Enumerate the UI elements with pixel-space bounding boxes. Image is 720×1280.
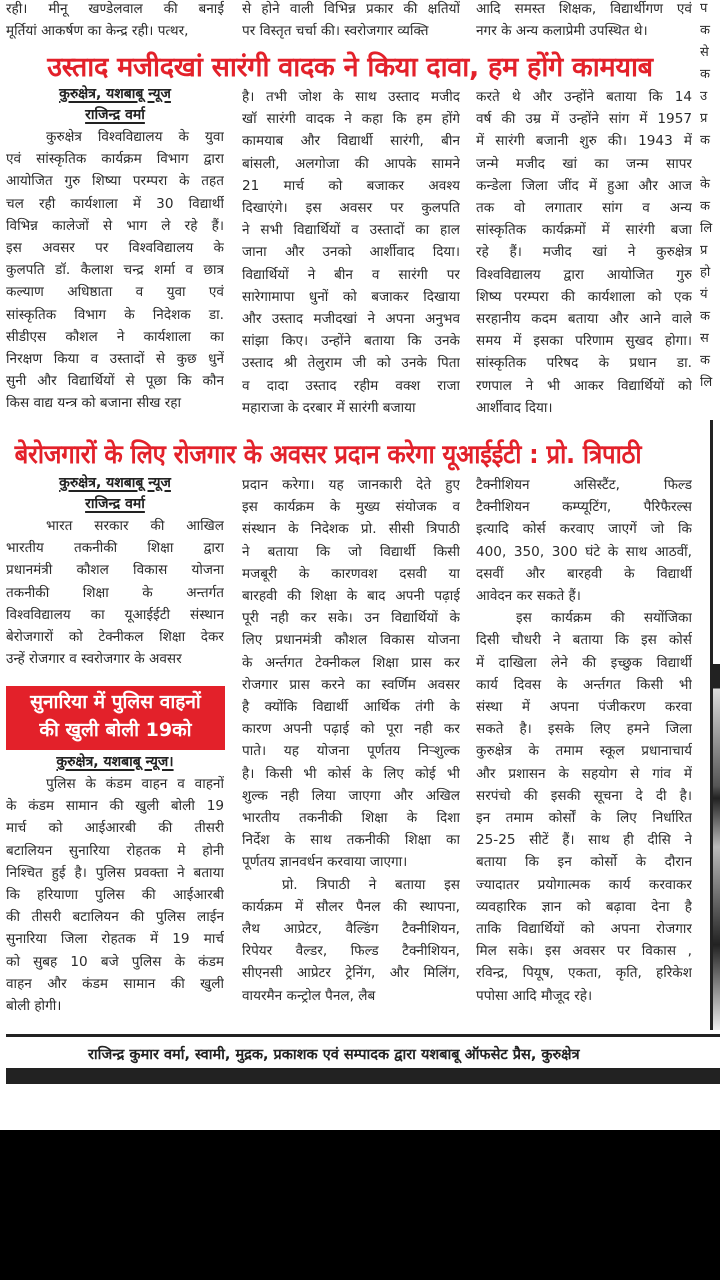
text-line: बांसली, अलगोजा की आपके सामने	[242, 155, 460, 172]
text-line: वायरमैन कन्ट्रोल पैनल, लैब	[242, 987, 376, 1004]
footer-imprint: राजिन्द्र कुमार वर्मा, स्वामी, मुद्रक, प्रकाशक एवं सम्पादक द्वारा यशबाबू ऑफसेट प्रैस, कुरुक्षेत्र	[88, 1047, 580, 1063]
text-line: सांस्कृतिक विभाग के निदेशक डा.	[6, 306, 224, 323]
text-line: आर्शीवाद दिया।	[476, 399, 553, 416]
edge-photo-fragment	[710, 420, 720, 1030]
text-line: आवेदन कर सकते हैं।	[476, 588, 581, 605]
text-line: चल रही कार्यशाला में 30 विद्यार्थी	[6, 195, 224, 212]
text-line: कार्य दिवस के अर्न्तगत किसी भी	[476, 676, 692, 693]
text-line: और प्रशासन के सहयोग से गांव में	[476, 765, 692, 782]
footer-black-band	[6, 1068, 720, 1084]
text-line: टैक्नीशियन असिस्टैंट, फिल्ड	[476, 477, 692, 493]
text-line: शुल्क नही लिया जाएगा और अखिल	[242, 787, 460, 804]
text-line: कुरुक्षेत्र के तमाम स्कूल प्रधानाचार्य	[476, 743, 692, 760]
text-line: महाराजा के दरबार में सारंगी बजाया	[242, 399, 416, 416]
text-line: जाना और उनको आर्शीवाद दिया।	[242, 244, 460, 261]
text-line: सरपंचो की इसकी सूचना दे दी है।	[476, 787, 692, 804]
text-line: बटालियन सुनारिया रोहतक मे होनी	[6, 842, 224, 859]
text-line: 400, 350, 300 घंटे के साथ आठवीं,	[476, 543, 692, 560]
text-line: नगर के अन्य कलाप्रेमी उपस्थित थे।	[476, 23, 648, 40]
article3-dateline: कुरुक्षेत्र, यशबाबू न्यूज।	[56, 754, 174, 770]
footer-top-rule	[6, 1034, 720, 1037]
text-line: है। किसी भी कोर्स के लिए कोई भी	[242, 765, 460, 782]
text-line: एवं सांस्कृतिक कार्यक्रम विभाग द्वारा	[6, 151, 224, 168]
text-line: सीडीएस कौशल ने कार्यशाला का	[6, 328, 224, 345]
text-line: है। तभी जोश के साथ उस्ताद मजीद	[242, 89, 460, 105]
text-line: भारत सरकार की आखिल	[46, 518, 224, 534]
text-line: सांस्कृतिक परिषद के प्रधान डा.	[476, 355, 692, 372]
text-line: निर्देश के साथ तकनीकी शिक्षा का	[242, 832, 460, 849]
text-line: वर्ष की उम्र में उन्होंने सांग में 1957	[476, 111, 692, 128]
text-line: की तीसरी बटालियन की पुलिस लाईन	[6, 909, 224, 926]
article1-column-2	[242, 86, 460, 419]
text-line: वाहन और कंडम सामान की खुली	[6, 975, 224, 992]
top-fragment-col3	[476, 0, 692, 42]
text-line	[700, 152, 720, 174]
text-line: आयोजित गुरु शिष्या परम्परा के तहत	[6, 173, 224, 190]
text-line: मजबूरी के कारणवश दसवी या	[242, 565, 460, 582]
text-line: ने बताया कि जो विद्यार्थी किसी	[242, 543, 460, 560]
text-line: विश्वविद्यालय द्वारा आयोजित गुरु	[476, 266, 692, 283]
text-line: लि	[700, 221, 713, 236]
text-line: बारहवी की शिक्षा के बाद अपनी पढ़ाई	[242, 588, 460, 605]
text-line: ज्यादातर प्रयोगात्मक कार्य करवाकर	[476, 876, 692, 893]
text-line: इन तमाम कोर्सों के लिए निर्धारित	[476, 810, 692, 827]
text-line: यं	[700, 287, 708, 302]
text-line: लैथ आप्रेटर, वैल्डिंग टैक्नीशियन,	[242, 921, 460, 938]
text-line: प	[700, 1, 708, 16]
text-line: उ	[700, 89, 708, 104]
text-line: दिसी चौधरी ने बताया कि इस कोर्स	[476, 632, 692, 649]
text-line: कल्याण अधिष्ठाता व युवा एवं	[6, 284, 224, 301]
article2-byline: राजिन्द्र वर्मा	[85, 496, 145, 512]
text-line: पूर्णतय ज्ञानवर्धन करवाया जाएगा।	[242, 854, 408, 871]
text-line: ताकि विद्यार्थियों को अपना रोजगार	[476, 921, 692, 938]
text-line: सकते है। इसके लिए हमने जिला	[476, 721, 692, 738]
text-line: पुलिस के कंडम वाहन व वाहनों	[46, 776, 224, 792]
article1-dateline: कुरुक्षेत्र, यशबाबू न्यूज	[59, 86, 171, 102]
text-line: लि	[700, 375, 713, 390]
article1-column-3	[476, 86, 692, 419]
text-line: से होने वाली विभिन्न प्रकार की क्षतियों	[242, 1, 460, 17]
text-line: रही। मीनू खण्डेलवाल की बनाई	[6, 1, 224, 17]
text-line: शिष्य परम्परा की कार्यशाला को एक	[476, 288, 692, 305]
text-line: तकनीकी शिक्षा के अन्तर्गत	[6, 584, 224, 601]
edge-column-fragment	[700, 0, 720, 394]
text-line: प्रधानमंत्री कौशल विकास योजना	[6, 562, 224, 579]
text-line: प्र	[700, 111, 708, 126]
text-line: दिखाएंगे। इस अवसर पर कुलपति	[242, 200, 460, 217]
text-line: रहे हैं। मजीद खां ने कुरुक्षेत्र	[476, 244, 692, 261]
text-line: मूर्तियां आकर्षण का केन्द्र रही। पत्थर,	[6, 23, 189, 40]
article1-byline: राजिन्द्र वर्मा	[85, 107, 145, 123]
text-line: इस कार्यक्रम के मुख्य संयोजक व	[242, 499, 460, 516]
text-line: के कंडम सामान की खुली बोली 19	[6, 798, 224, 815]
text-line: हो	[700, 265, 711, 280]
text-line: टैक्नीशियन कम्प्यूटिंग, पैरिफैरल्स	[476, 499, 692, 516]
text-line: बोली होगी।	[6, 998, 62, 1015]
text-line: बेरोजगारों को टेक्नीकल शिक्षा देकर	[6, 629, 224, 646]
text-line: मार्च को आईआरबी की तीसरी	[6, 820, 224, 837]
text-line: आदि समस्त शिक्षक, विद्यार्थीगण एवं	[476, 1, 692, 17]
text-line: कारण अपनी पढ़ाई को पूरा नही कर	[242, 721, 460, 738]
text-line: कामयाब और विद्यार्थी सारंगी, बीन	[242, 133, 460, 150]
text-line: सारेगामापा धुनों को बजाकर दिखाया	[242, 288, 460, 305]
article3-headline-line-2: की खुली बोली 19को	[39, 719, 192, 741]
text-line: को सुबह 10 बजे पुलिस के कंडम	[6, 953, 224, 970]
text-line: पपोसा आदि मौजूद रहे।	[476, 987, 593, 1004]
text-line: भारतीय तकनीकी शिक्षा द्वारा	[6, 540, 224, 557]
text-line: संस्थान के निदेशक प्रो. सीसी त्रिपाठी	[242, 521, 460, 538]
article2-column-3	[476, 474, 692, 1007]
text-line: पाते। यह योजना पूर्णतय निऱ्शुल्क	[242, 743, 460, 760]
page-bottom-edge	[0, 1130, 720, 1150]
text-line: प्रदान करेगा। यह जानकारी देते हुए	[242, 477, 460, 493]
text-line: व दादा उस्ताद रहीम वक्श राजा	[242, 377, 460, 394]
text-line: बताया कि इन कोर्सो के दौरान	[476, 854, 692, 871]
article2-column-2	[242, 474, 460, 1007]
text-line: क	[700, 133, 710, 148]
text-line: संस्था में अपना पंजीकरण करवा	[476, 699, 692, 716]
text-line: प्र	[700, 243, 708, 258]
top-fragment-col1	[6, 0, 224, 42]
text-line: में दाखिला लेने की इच्छुक विद्यार्थी	[476, 654, 692, 671]
text-line: कुलपति डॉ. कैलाश चन्द्र शर्मा व छात्र	[6, 262, 224, 279]
text-line: विद्यार्थियों ने बीन व सारंगी पर	[242, 266, 460, 283]
text-line: प्रो. त्रिपाठी ने बताया इस	[282, 876, 460, 893]
text-line: कार्यक्रम में सौलर पैनल की स्थापना,	[242, 898, 460, 915]
text-line: उस्ताद श्री तेलुराम जी को उनके पिता	[242, 355, 460, 372]
text-line: स	[700, 331, 709, 346]
text-line: क	[700, 309, 710, 324]
text-line: रणपाल ने भी आकर विद्यार्थियों को	[476, 377, 692, 394]
text-line: कि हरियाणा पुलिस की आईआरबी	[6, 887, 224, 904]
text-line: के अर्न्तगत टेक्नीकल शिक्षा प्रास कर	[242, 654, 460, 671]
text-line: विभिन्न कालेजों से भाग ले रहे हैं।	[6, 217, 224, 234]
text-line: खॉ सारंगी वादक ने कहा कि हम होंगे	[242, 111, 460, 128]
text-line: क	[700, 67, 710, 82]
text-line: सरहानीय कदम बताया और आने वाले	[476, 311, 692, 328]
text-line: के	[700, 177, 710, 192]
text-line: व्यवहारिक ज्ञान को बढ़ावा देना है	[476, 898, 692, 915]
text-line: और उस्ताद मजीदखां ने अपना अनुभव	[242, 311, 460, 328]
text-line: कन्डेला जिला जींद में हुआ और आज	[476, 177, 692, 194]
text-line: उन्हें रोजगार व स्वरोजगार के अवसर	[6, 651, 182, 668]
text-line: क	[700, 353, 710, 368]
article3-headline-box	[6, 686, 225, 750]
article2-dateline: कुरुक्षेत्र, यशबाबू न्यूज	[59, 475, 171, 491]
text-line: विश्वविद्यालय का यूआईईटी संस्थान	[6, 606, 224, 623]
text-line: सांस्कृतिक कार्यक्रमों में सारंगी बजा	[476, 222, 692, 239]
text-line: तक वो लगातार सांग व अन्य	[476, 200, 692, 217]
text-line: में सारंगी बजानी शुरु की। 1943 में	[476, 133, 692, 150]
text-line: है क्योंकि विद्यार्थी आर्थिक तंगी के	[242, 699, 460, 716]
text-line: सुनी और विद्यार्थियों से पूछा कि कौन	[6, 373, 224, 390]
top-fragment-col2	[242, 0, 460, 42]
text-line: रविन्द्र, पियूष, एकता, कृति, हरिकेश	[476, 965, 692, 982]
article3-headline-line-1: सुनारिया में पुलिस वाहनों	[30, 691, 201, 713]
text-line: इत्यादि कोर्स करवाए जाएगें जो कि	[476, 521, 692, 538]
text-line: रोजगार प्रास करने का स्वर्णिम अवसर	[242, 676, 460, 693]
text-line: भारतीय तकनीकी शिक्षा के दिशा	[242, 810, 460, 827]
article1-column-1	[6, 84, 224, 415]
text-line: जन्मे मजीद खां का जन्म सापर	[476, 155, 692, 172]
text-line: सांझा किए। उन्होंने बताया कि उनके	[242, 333, 460, 350]
text-line: सीएनसी आप्रेटर ट्रेनिंग, और मिलिंग,	[242, 965, 460, 982]
text-line: दसवीं और बारहवी के विद्यार्थी	[476, 565, 692, 582]
text-line: निरक्षण किया व उस्तादों से कुछ धुनें	[6, 351, 224, 368]
text-line: पूरी नही कर सके। उन विद्यार्थियों के	[242, 610, 460, 627]
text-line: लिए प्रधानमंत्री कौशल विकास योजना	[242, 632, 460, 649]
text-line: इस कार्यक्रम की सयोंजिका	[516, 610, 692, 627]
text-line: 25-25 सीटें हैं। साथ ही दीसि ने	[476, 832, 692, 849]
article3-column-1	[6, 752, 224, 1017]
article2-column-1	[6, 473, 224, 670]
text-line: मिल सके। इस अवसर पर विकास ,	[476, 943, 692, 960]
text-line: क	[700, 23, 710, 38]
text-line: कुरुक्षेत्र विश्वविद्यालय के युवा	[46, 129, 224, 145]
text-line: ने सभी विद्यार्थियों व उस्तादों का हाल	[242, 222, 460, 239]
text-line: समय में इसका परिणाम सुखद होगा।	[476, 333, 692, 350]
text-line: करते थे और उन्होंने बताया कि 14	[476, 89, 692, 105]
text-line: 21 मार्च को बजाकर अवश्य	[242, 177, 460, 194]
text-line: पर विस्तृत चर्चा की। स्वरोजगार व्यक्ति	[242, 23, 429, 40]
text-line: इस अवसर पर विश्वविद्यालय के	[6, 240, 224, 257]
article1-headline: उस्ताद मजीदखां सारंगी वादक ने किया दावा, हम होंगे कामयाब	[47, 52, 653, 83]
text-line: से	[700, 45, 709, 60]
text-line: किस वाद्य यन्त्र को बजाना सीख रहा	[6, 395, 182, 412]
article2-headline: बेरोजगारों के लिए रोजगार के अवसर प्रदान करेगा यूआईईटी : प्रो. त्रिपाठी	[14, 440, 642, 470]
text-line: क	[700, 199, 710, 214]
text-line: निश्चित हुई है। पुलिस प्रवक्ता ने बताया	[6, 864, 224, 881]
text-line: रिपेयर वैल्डर, फिल्ड टैक्नीशियन,	[242, 943, 460, 960]
text-line: सुनारिया जिला रोहतक में 19 मार्च	[6, 931, 224, 948]
